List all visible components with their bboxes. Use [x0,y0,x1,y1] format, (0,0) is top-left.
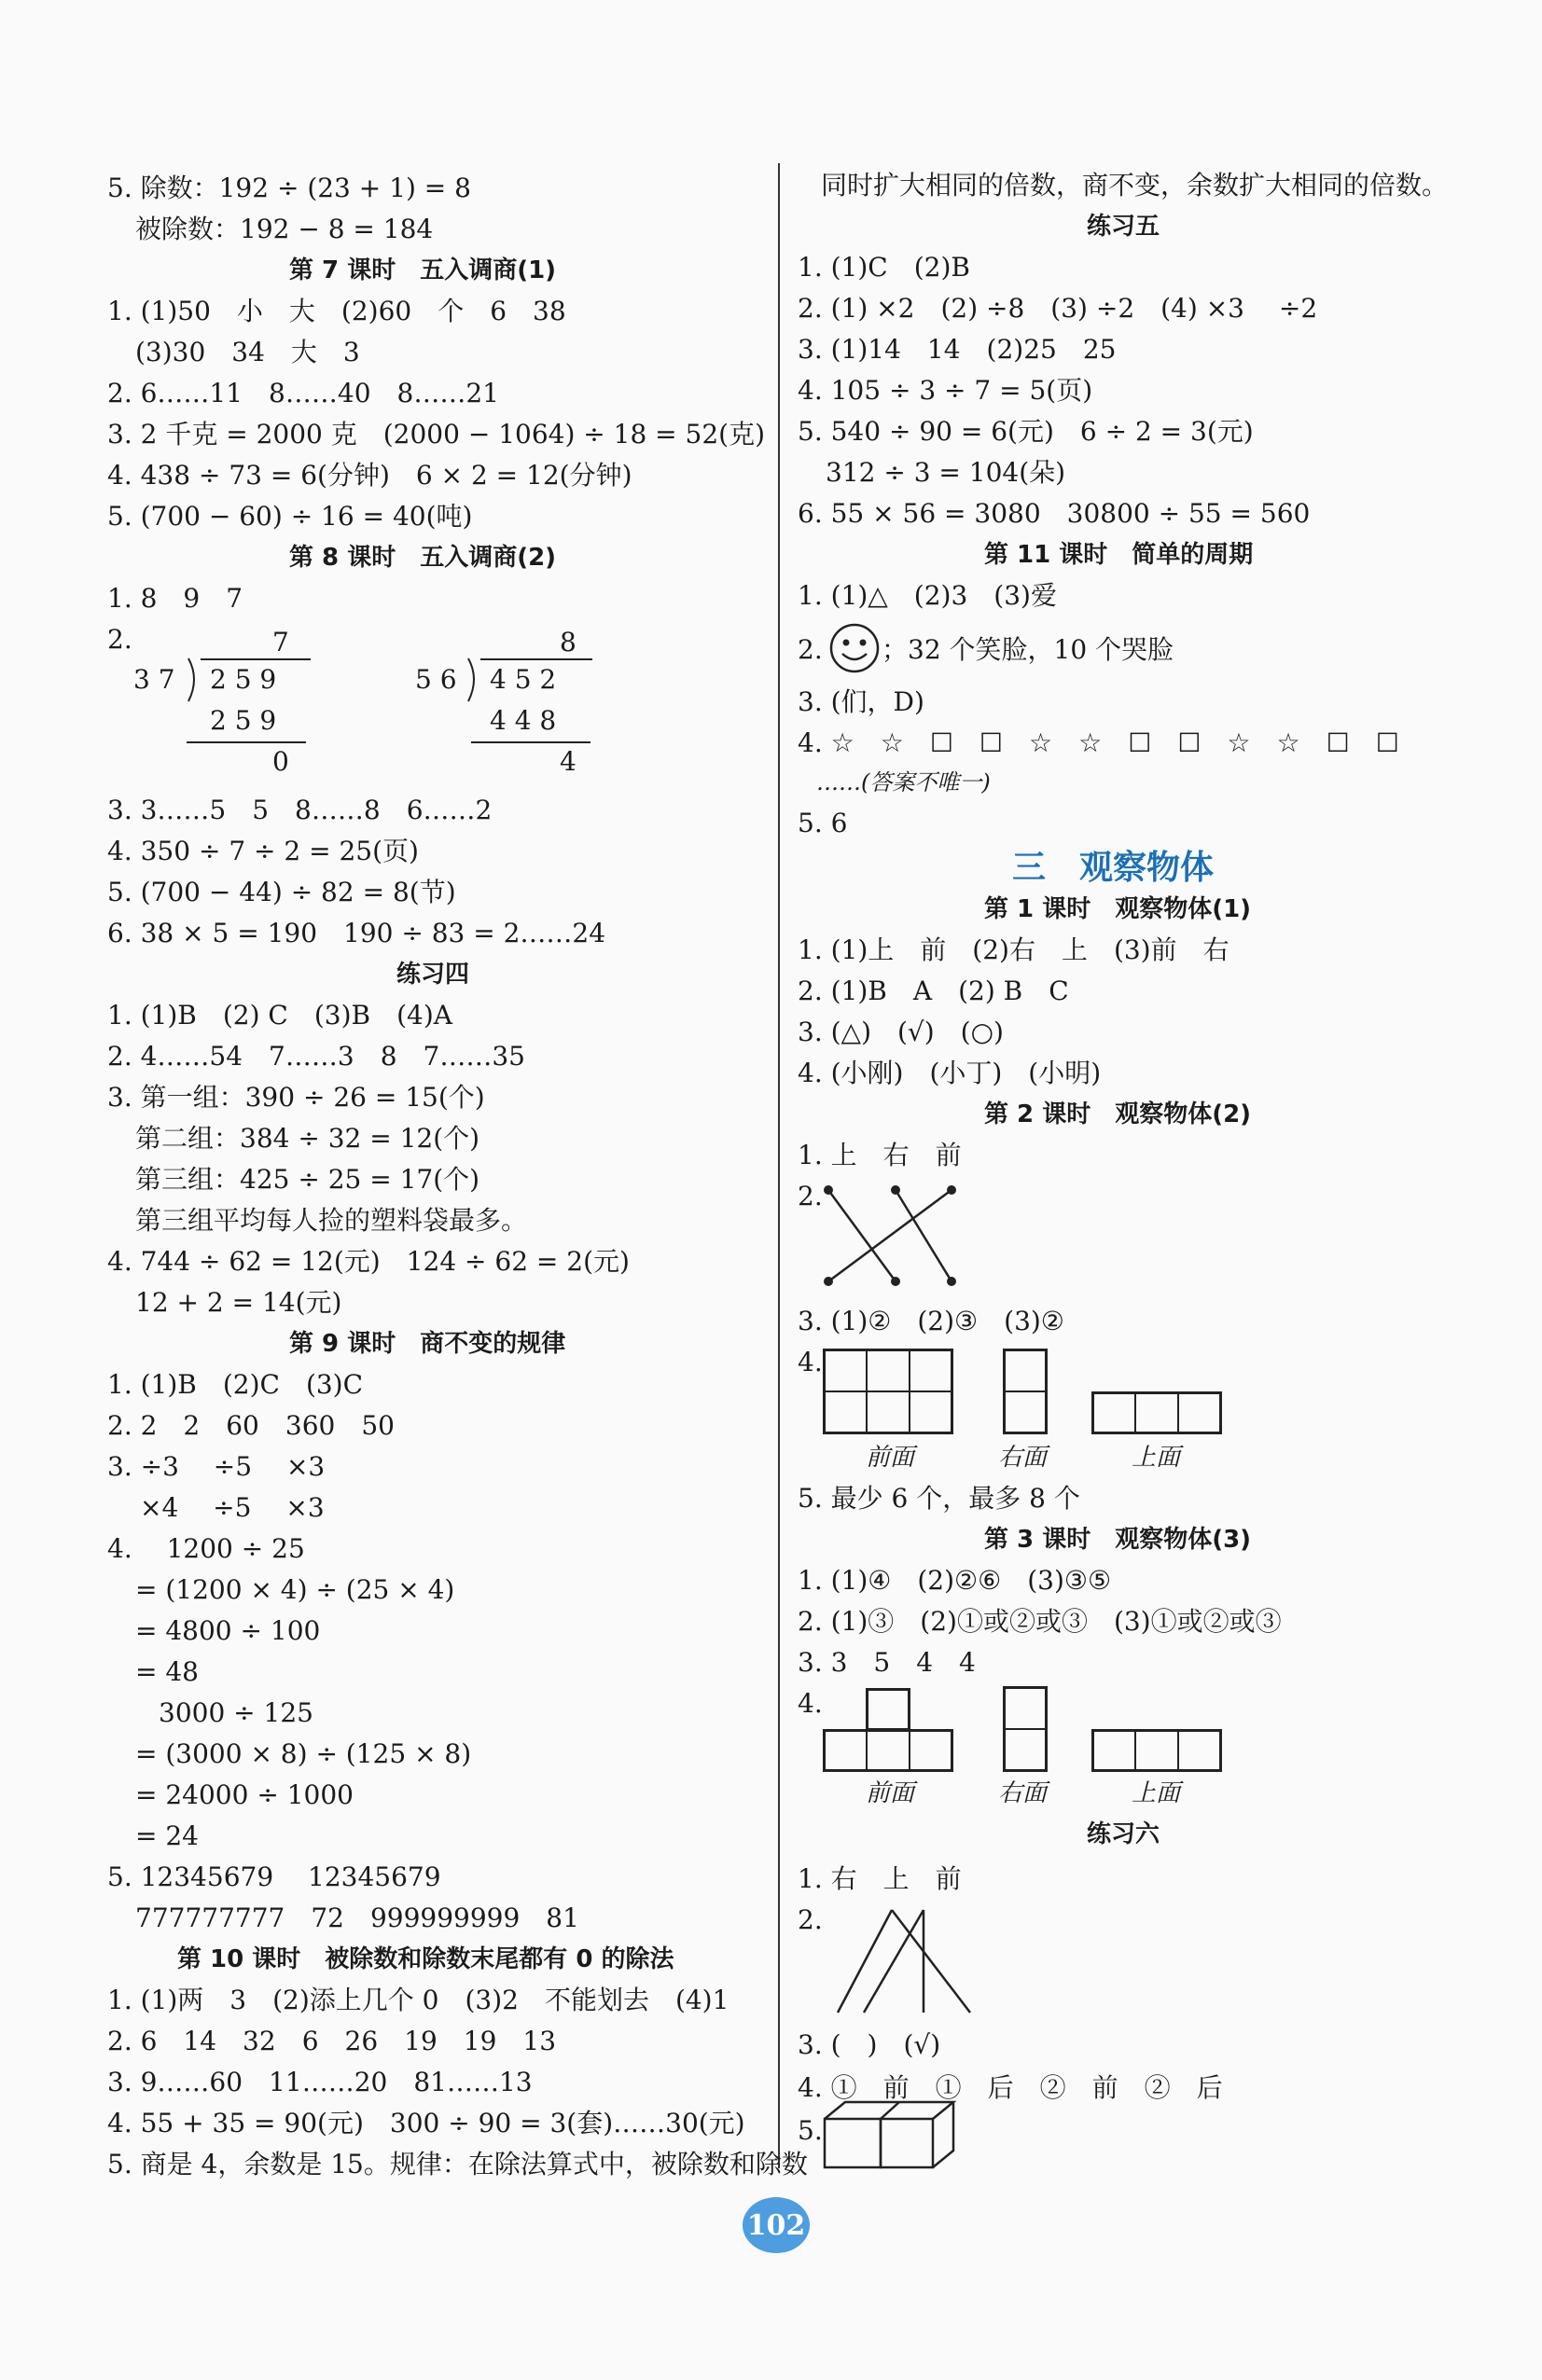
text-line: 3. ÷3 ÷5 ×3 [107,1451,326,1482]
text-line: 4. ☆ ☆ ☐ ☐ ☆ ☆ ☐ ☐ ☆ ☆ ☐ ☐ [798,727,1399,758]
section-heading: 第 8 课时 五入调商(2) [289,544,557,572]
section-heading: 第 7 课时 五入调商(1) [289,256,557,284]
text-line: 4. 1200 ÷ 25 [107,1533,305,1564]
page-number-badge: 102 [743,2197,810,2253]
text-line: 4. (小刚) (小丁) (小明) [798,1058,1102,1088]
division-bracket [185,657,205,703]
text-line: 777777777 72 999999999 81 [135,1903,579,1933]
view-caption: 右面 [998,1779,1048,1807]
division-bracket [465,657,485,703]
right-view-grid [1003,1349,1048,1434]
remainder: 4 [560,746,577,777]
text-line: = (1200 × 4) ÷ (25 × 4) [135,1574,455,1605]
remainder: 0 [272,746,289,777]
text-line: 2. 4……54 7……3 8 7……35 [107,1041,525,1072]
matching-lines-diagram [821,1181,1017,1293]
text-line: 12 + 2 = 14(元) [135,1287,342,1318]
front-view-grid [823,1349,953,1434]
text-line: 5. [798,2115,823,2146]
text-line: 1. (1)B (2) C (3)B (4)A [107,1000,452,1031]
section-heading: 练习五 [1087,213,1160,241]
text-line: 2. (1)③ (2)①或②或③ (3)①或②或③ [798,1606,1282,1637]
smiley-face-icon [828,622,881,674]
right-view-grid [1003,1686,1048,1772]
text-line: = 4800 ÷ 100 [135,1615,321,1646]
division-bar [480,658,592,660]
text-line: 1. 8 9 7 [107,583,243,614]
text-line: 3. (△) (√) (○) [798,1017,1004,1047]
text-line: 5. 商是 4，余数是 15。规律：在除法算式中，被除数和除数 [107,2149,808,2179]
text-line: = 48 [135,1656,199,1687]
top-view-grid [1091,1729,1222,1772]
text-line: 1. (1)上 前 (2)右 上 (3)前 右 [798,934,1229,965]
front-view-grid [823,1729,953,1772]
text-line: 6. 38 × 5 = 190 190 ÷ 83 = 2……24 [107,918,606,948]
section-heading: 第 9 课时 商不变的规律 [289,1330,566,1358]
text-line: 1. 右 上 前 [798,1863,962,1894]
text-line: 2. [798,1181,823,1211]
section-heading: 练习六 [1087,1820,1160,1848]
text-line: 被除数：192 − 8 = 184 [135,214,434,244]
section-heading: 练习四 [396,961,470,989]
text-line: 2. 6 14 32 6 26 19 19 13 [107,2026,557,2056]
matching-lines-diagram [830,1903,979,2024]
text-line: 2. 6……11 8……40 8……21 [107,378,499,408]
text-line: 3. 3……5 5 8……8 6……2 [107,795,493,825]
unit-title: 三 观察物体 [1012,849,1215,887]
text-line: 1. (1)④ (2)②⑥ (3)③⑤ [798,1565,1112,1596]
text-line: 1. (1)B (2)C (3)C [107,1369,364,1400]
dividend: 2 5 9 [210,664,277,695]
text-line: = (3000 × 8) ÷ (125 × 8) [135,1738,472,1769]
text-line: 5. (700 − 60) ÷ 16 = 40(吨) [107,501,473,532]
text-line: 4. 350 ÷ 7 ÷ 2 = 25(页) [107,836,419,866]
text-line: 4. 438 ÷ 73 = 6(分钟) 6 × 2 = 12(分钟) [107,460,632,491]
text-line: (3)30 34 大 3 [135,337,360,367]
subtraction-line [187,741,306,743]
text-line: 4. ① 前 ① 后 ② 前 ② 后 [798,2072,1223,2103]
view-caption: 上面 [1132,1779,1181,1807]
text-line: 5. 6 [798,808,848,838]
text-line: 5. 最少 6 个，最多 8 个 [798,1483,1080,1514]
view-caption: 右面 [998,1444,1048,1472]
text-line: 2. [798,1904,823,1935]
text-line: 4. 55 + 35 = 90(元) 300 ÷ 90 = 3(套)……30(元) [107,2108,745,2138]
text-line: ×4 ÷5 ×3 [140,1492,325,1523]
section-heading: 第 2 课时 观察物体(2) [984,1100,1252,1128]
cubes-drawing [821,2098,970,2173]
section-heading: 第 3 课时 观察物体(3) [984,1526,1252,1554]
text-line: ；32 个笑脸，10 个哭脸 [882,634,1174,665]
text-line: 4. 744 ÷ 62 = 12(元) 124 ÷ 62 = 2(元) [107,1246,630,1277]
text-line: 3. 9……60 11……20 81……13 [107,2067,533,2097]
text-line: 2. [798,634,823,665]
top-view-grid [1091,1391,1222,1434]
section-heading: 第 10 课时 被除数和除数末尾都有 0 的除法 [177,1945,674,1973]
product: 2 5 9 [210,705,277,736]
text-line: 5. 540 ÷ 90 = 6(元) 6 ÷ 2 = 3(元) [798,416,1254,447]
text-line: 2. 2 2 60 360 50 [107,1410,395,1441]
text-line: 3. (1)② (2)③ (3)② [798,1306,1064,1336]
text-line: 3. (1)14 14 (2)25 25 [798,334,1117,365]
text-line: 6. 55 × 56 = 3080 30800 ÷ 55 = 560 [798,498,1311,529]
view-caption: 前面 [866,1779,915,1807]
quotient: 8 [560,627,577,657]
divisor: 5 6 [415,664,457,695]
text-line: 4. 105 ÷ 3 ÷ 7 = 5(页) [798,375,1093,406]
text-line: 1. (1)△ (2)3 (3)爱 [798,580,1057,611]
text-line: 2. (1) ×2 (2) ÷8 (3) ÷2 (4) ×3 ÷2 [798,293,1318,324]
view-caption: 上面 [1132,1444,1181,1472]
text-line: 1. (1)C (2)B [798,252,970,283]
column-divider [778,163,780,2168]
text-line: 3. 2 千克 = 2000 克 (2000 − 1064) ÷ 18 = 52(克) [107,419,766,450]
text-line: 1. (1)两 3 (2)添上几个 0 (3)2 不能划去 (4)1 [107,1985,729,2015]
section-heading: 第 11 课时 简单的周期 [984,541,1254,569]
text-line: 1. (1)50 小 大 (2)60 个 6 38 [107,296,566,326]
divisor: 3 7 [133,664,175,695]
text-line: 第三组平均每人捡的塑料袋最多。 [135,1205,528,1236]
text-line: 3. (们，D) [798,686,924,717]
section-heading: 第 1 课时 观察物体(1) [984,895,1252,923]
subtraction-line [471,741,590,743]
text-line: = 24000 ÷ 1000 [135,1779,354,1810]
text-line: 第三组：425 ÷ 25 = 17(个) [135,1164,480,1195]
text-line: 5. (700 − 44) ÷ 82 = 8(节) [107,877,456,907]
text-line: 同时扩大相同的倍数，商不变，余数扩大相同的倍数。 [821,170,1449,201]
text-line: 312 ÷ 3 = 104(朵) [826,457,1066,488]
text-line: ……(答案不唯一) [816,769,991,796]
view-caption: 前面 [866,1444,915,1472]
text-line: = 24 [135,1820,199,1851]
text-line: 1. 上 右 前 [798,1140,962,1170]
product: 4 4 8 [490,705,557,736]
text-line: 3. 3 5 4 4 [798,1647,976,1678]
dividend: 4 5 2 [490,664,557,695]
quotient: 7 [272,627,289,657]
text-line: 3. 第一组：390 ÷ 26 = 15(个) [107,1082,485,1113]
text-line: 5. 12345679 12345679 [107,1861,441,1892]
text-line: 2. [107,624,132,655]
text-line: 3. ( ) (√) [798,2029,941,2060]
text-line: 4. [798,1688,823,1719]
text-line: 3000 ÷ 125 [159,1697,313,1728]
text-line: 第二组：384 ÷ 32 = 12(个) [135,1123,480,1154]
division-bar [201,658,311,660]
text-line: 5. 除数：192 ÷ (23 + 1) = 8 [107,173,471,203]
front-view-grid-top [866,1688,910,1731]
text-line: 4. [798,1347,823,1377]
text-line: 2. (1)B A (2) B C [798,976,1069,1006]
